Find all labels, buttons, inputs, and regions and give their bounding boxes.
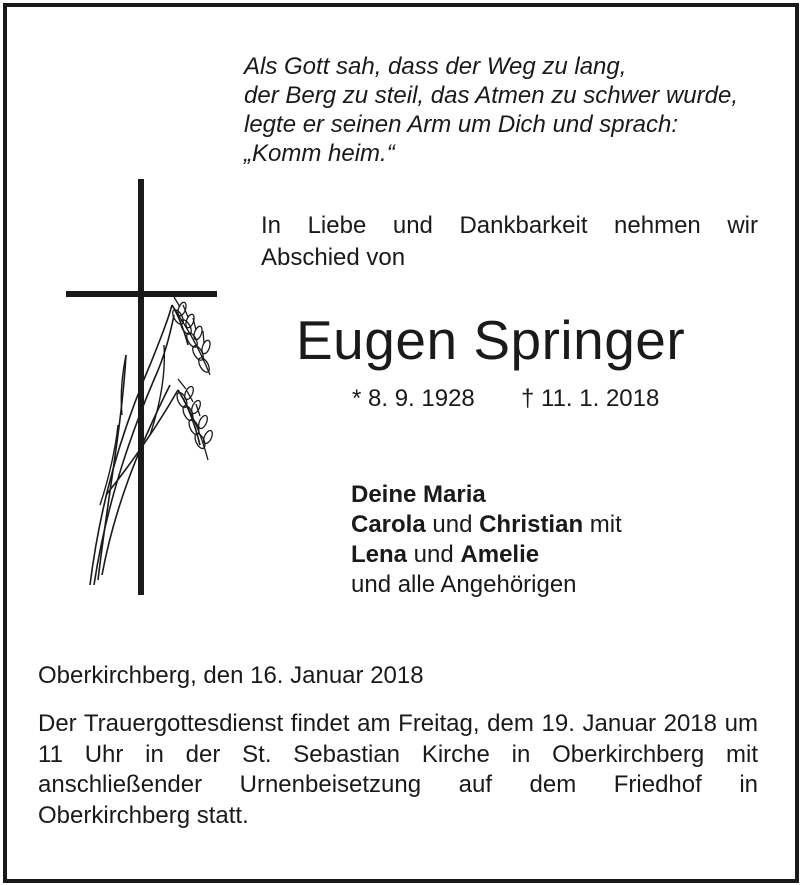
poem-line: legte er seinen Arm um Dich und sprach: — [244, 111, 678, 138]
intro-line: In Liebe und Dankbarkeit nehmen wir — [261, 212, 758, 239]
mourner-line — [351, 540, 622, 570]
deceased-name: Eugen Springer — [296, 309, 686, 371]
death-date: † 11. 1. 2018 — [521, 385, 660, 412]
mourner-connector: mit — [583, 511, 622, 538]
poem-line: Als Gott sah, dass der Weg zu lang, — [244, 53, 627, 80]
mourner-connector: und — [425, 511, 480, 538]
poem-verse — [244, 52, 738, 168]
mourners-list — [351, 480, 622, 600]
cross-with-wheat-icon — [60, 175, 235, 600]
birth-date: * 8. 9. 1928 — [352, 385, 475, 412]
mourner-name: Lena — [351, 541, 408, 568]
mourner-name: Amelie — [460, 541, 540, 568]
mourner-line — [351, 510, 622, 540]
farewell-intro — [261, 210, 758, 274]
poem-line: der Berg zu steil, das Atmen zu schwer wurde, — [244, 82, 738, 109]
place-and-date: Oberkirchberg, den 16. Januar 2018 — [38, 662, 424, 689]
mourner-name: Christian — [479, 511, 584, 538]
mourner-line — [351, 480, 622, 510]
intro-line: Abschied von — [261, 244, 406, 271]
mourner-connector: und — [407, 541, 461, 568]
mourner-name: Carola — [351, 511, 426, 538]
mourner-name: Deine Maria — [351, 481, 486, 508]
mourner-line: und alle Angehörigen — [351, 571, 577, 598]
poem-line: „Komm heim.“ — [244, 140, 395, 167]
funeral-service-info: Der Trauergottesdienst findet am Freitag, dem 19. Januar 2018 um 11 Uhr in der St. Sebastian Kirche in Oberkirchberg mit anschließender Urnenbeisetzung auf dem Friedhof in Oberkirchberg statt. — [38, 710, 758, 829]
